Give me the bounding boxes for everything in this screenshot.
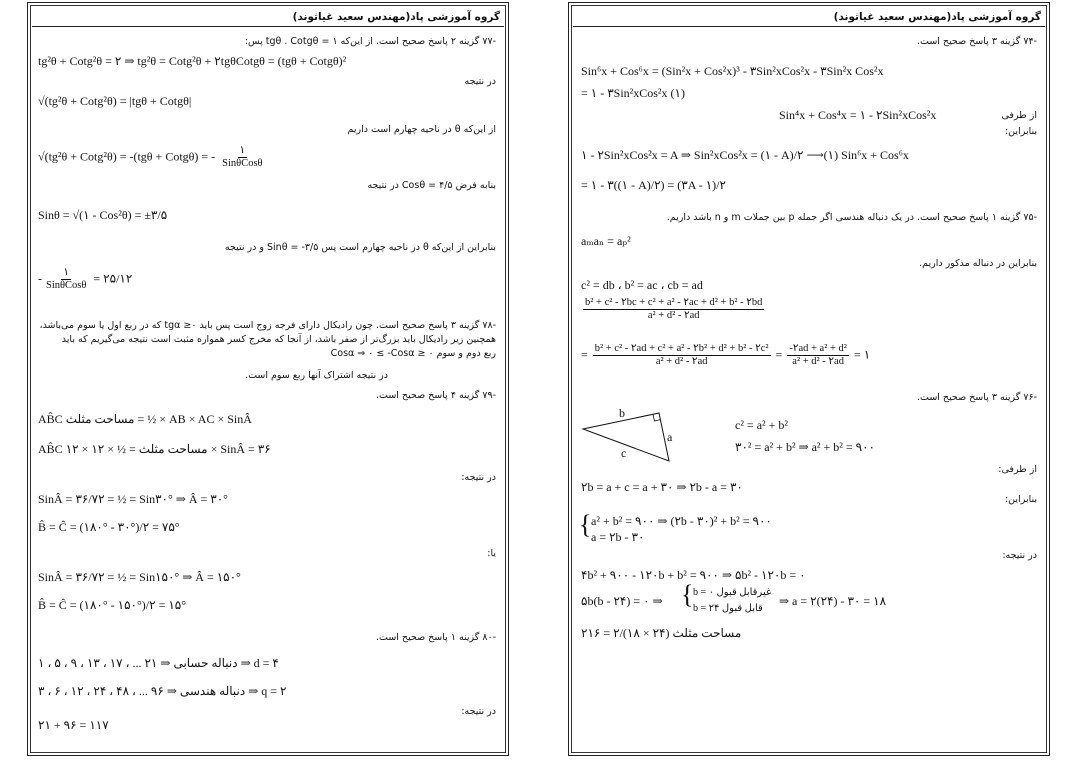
eq80-1: ۱ ، ۵ ، ۹ ، ۱۳ ، ۱۷ ، ... ۲۱ ⇒ دنباله حسابی ⇒ d = ۴ [38, 656, 279, 670]
eq79-1: AB̂C مساحت مثلث = ½ × AB × AC × SinÂ [38, 412, 252, 426]
q78-line2: همچنین زیر رادیکال باید بزرگ‌تر از صفر باشد، از آنجا که مخرج کسر همواره مثبت است نتیجه می‌گیریم که باید [61, 334, 496, 345]
eq75-4-fraction2 [787, 343, 849, 368]
eq76-7-case2: b = ۲۴ قابل قبول [693, 603, 763, 614]
eq77-5: - $\frac{۱}{\text{SinθCosθ}}$ = ۲۵/۱۲ [38, 267, 133, 292]
t77-2: از این‌که θ در ناحیه چهارم است داریم [347, 124, 496, 135]
eq77-5-fraction: $\frac{۱}{\text{SinθCosθ}}$ [46, 267, 87, 292]
eq80-3: ۲۱ + ۹۶ = ۱۱۷ [38, 718, 109, 732]
eq75-4-den2: a² + d² - ۲ad [792, 356, 844, 368]
eq77-3-den: SinθCosθ [222, 158, 263, 170]
t75-1: بنابراین در دنباله مذکور داریم. [919, 258, 1037, 269]
triangle-label-a: a [667, 430, 673, 444]
eq75-2: c² = db ، b² = ac ، cb = ad [581, 278, 703, 292]
eq79-3: SinÂ = ۳۶/۷۲ = ½ = Sin۳۰° ⇒ Â = ۳۰° [38, 492, 228, 506]
eq74-4: ۱ - ۲Sin²xCos²x = A ⇒ Sin²xCos²x = (۱ - A)/۲ ⟶(۱) Sin⁶x + Cos⁶x [581, 148, 909, 162]
eq80-2: ۳ ، ۶ ، ۱۲ ، ۲۴ ، ۴۸ ، ... ۹۶ ⇒ دنباله هندسی ⇒ q = ۲ [38, 684, 287, 698]
eq74-1: Sin⁶x + Cos⁶x = (Sin²x + Cos²x)³ - ۳Sin²xCos²x - ۳Sin²x Cos²x [581, 64, 884, 78]
eq79-4: B̂ = Ĉ = (۱۸۰° - ۳۰°)/۲ = ۷۵° [38, 520, 180, 534]
eq74-3: Sin⁴x + Cos⁴x = ۱ - ۲Sin²xCos²x [779, 108, 937, 122]
t74-2: بنابراین: [1004, 126, 1037, 137]
eq74-5: = ۱ - ۳((۱ - A)/۲) = (۳A - ۱)/۲ [581, 178, 726, 192]
eq76-8: مساحت مثلث (۲۴ × ۱۸)/۲ = ۲۱۶ [581, 626, 742, 640]
eq77-5-rhs: = ۲۵/۱۲ [93, 271, 133, 286]
page-header: گروه آموزشی پاد(مهندس سعید غیاثوند) [32, 7, 504, 27]
q78-line3: ربع دوم و سوم ۰ ≤ Cosα ⇒ ۰ ≤ -Cosα [330, 348, 496, 359]
t74-1: از طرفی [1001, 110, 1037, 121]
page-header: گروه آموزشی پاد(مهندس سعید غیاثوند) [573, 7, 1045, 27]
eq76-7-case1: b = ۰ غیرقابل قبول [693, 587, 772, 598]
eq77-3-fraction [220, 145, 264, 170]
t79-2: یا: [487, 548, 496, 559]
right-page [568, 2, 1050, 756]
eq76-3: ۲b = a + c = a + ۳۰ ⇒ ۲b - a = ۳۰ [581, 480, 743, 494]
eq77-4: Sinθ = √(۱ - Cos²θ) = ±۳/۵ [38, 208, 168, 222]
t77-4: بنابراین از این‌که θ در ناحیه چهارم است پس Sinθ = -۳/۵ و در نتیجه [224, 242, 496, 253]
t76-1: از طرفی: [998, 464, 1037, 475]
eq77-3 [38, 145, 267, 170]
t80-1: در نتیجه: [461, 706, 496, 717]
q74-intro: -۷۴ گزینه ۳ پاسخ صحیح است. [916, 36, 1037, 47]
t79-1: در نتیجه: [461, 472, 496, 483]
t77-3: بنابه فرض Cosθ = ۴/۵ در نتیجه [367, 180, 496, 191]
eq79-2: AB̂C مساحت مثلث = ½ × ۱۲ × ۱۲ × SinÂ = ۳۶ [38, 442, 271, 456]
eq76-2: ۳۰² = a² + b² ⇒ a² + b² = ۹۰۰ [735, 440, 875, 454]
q79-intro: -۷۹ گزینه ۴ پاسخ صحیح است. [375, 390, 496, 401]
q80-intro: -۸۰ گزینه ۱ پاسخ صحیح است. [375, 632, 496, 643]
eq75-4-num2: -۲ad + a² + d² [787, 343, 849, 356]
eq75-4-result: = ۱ [853, 347, 871, 362]
eq76-7-lhs: ۵b(b - ۲۴) = ۰ ⇒ [581, 594, 663, 608]
eq76-7-rhs: ⇒ a = ۲(۲۴) - ۳۰ = ۱۸ [779, 594, 887, 608]
eq75-4-num: b² + c² - ۲ad + c² + a² - ۲b² + d² + b² - ۲c² [593, 343, 771, 356]
q76-intro: -۷۶ گزینه ۳ پاسخ صحیح است. [916, 392, 1037, 403]
eq74-2: = ۱ - ۳Sin²xCos²x (۱) [581, 86, 685, 100]
eq75-1: aₘaₙ = aₚ² [581, 234, 631, 248]
q78-line1: -۷۸ گزینه ۳ پاسخ صحیح است. چون رادیکال دارای فرجه زوج است پس باید tgα ≥۰ که در ربع اول یا سوم می‌باشد، [39, 320, 496, 331]
eq75-3-num: b² + c² - ۲bc + c² + a² - ۲ac + d² + b² - ۲bd [583, 297, 764, 310]
t77-1: در نتیجه [464, 76, 496, 87]
q75-intro: -۷۵ گزینه ۱ پاسخ صحیح است. در یک دنباله هندسی اگر جمله p بین جملات m و n باشد داریم. [666, 212, 1037, 223]
left-page [27, 2, 509, 756]
triangle-label-c: c [621, 446, 627, 460]
q78-line4: در نتیجه اشتراک آنها ربع سوم است. [245, 370, 388, 381]
eq79-5: SinÂ = ۳۶/۷۲ = ½ = Sin۱۵۰° ⇒ Â = ۱۵۰° [38, 570, 241, 584]
eq77-3-num: ۱ [238, 145, 248, 158]
eq76-6: ۴b² + ۹۰۰ - ۱۲۰b + b² = ۹۰۰ ⇒ ۵b² - ۱۲۰b = ۰ [581, 568, 806, 582]
eq76-7-brace: { [681, 580, 694, 609]
eq76-4: a² + b² = ۹۰۰ ⇒ (۲b - ۳۰)² + b² = ۹۰۰ [591, 514, 772, 528]
eq75-3-den: a² + d² - ۲ad [647, 310, 700, 322]
eq76-system: { [579, 510, 592, 539]
eq75-3 [581, 297, 766, 322]
eq77-3-text: √(tg²θ + Cotg²θ) = -(tgθ + Cotgθ) = - [38, 149, 216, 164]
eq76-5: a = ۲b - ۳۰ [591, 530, 645, 544]
eq75-4: = $\frac{\text{b² + c² - ۲ad + c² + a² - ۲b² + d² + b² - ۲c²}}{\text{a² + d² - ۲ad}}$ = $\frac{\text{-۲ad + a² + d²}}{\text{a² + d² - ۲ad}}$ = ۱ [581, 343, 871, 368]
eq75-4-fraction [593, 343, 771, 368]
eq75-3-fraction [583, 297, 764, 322]
q77-intro: -۷۷ گزینه ۲ پاسخ صحیح است. از این‌که ۱ = tgθ . Cotgθ پس: [244, 36, 496, 47]
t76-3: در نتیجه: [1002, 550, 1037, 561]
eq77-5-den: SinθCosθ [46, 280, 87, 292]
t76-2: بنابراین: [1004, 494, 1037, 505]
triangle-label-b: b [619, 406, 625, 420]
eq77-1: tg²θ + Cotg²θ = ۲ ⇒ tg²θ = Cotg²θ + ۲tgθCotgθ = (tgθ + Cotgθ)² [38, 54, 347, 68]
eq76-1: c² = a² + b² [735, 418, 788, 432]
eq79-6: B̂ = Ĉ = (۱۸۰° - ۱۵۰°)/۲ = ۱۵° [38, 598, 187, 612]
triangle-figure [579, 405, 689, 465]
eq75-4-den: a² + d² - ۲ad [655, 356, 708, 368]
eq77-2: √(tg²θ + Cotg²θ) = |tgθ + Cotgθ| [38, 94, 192, 108]
